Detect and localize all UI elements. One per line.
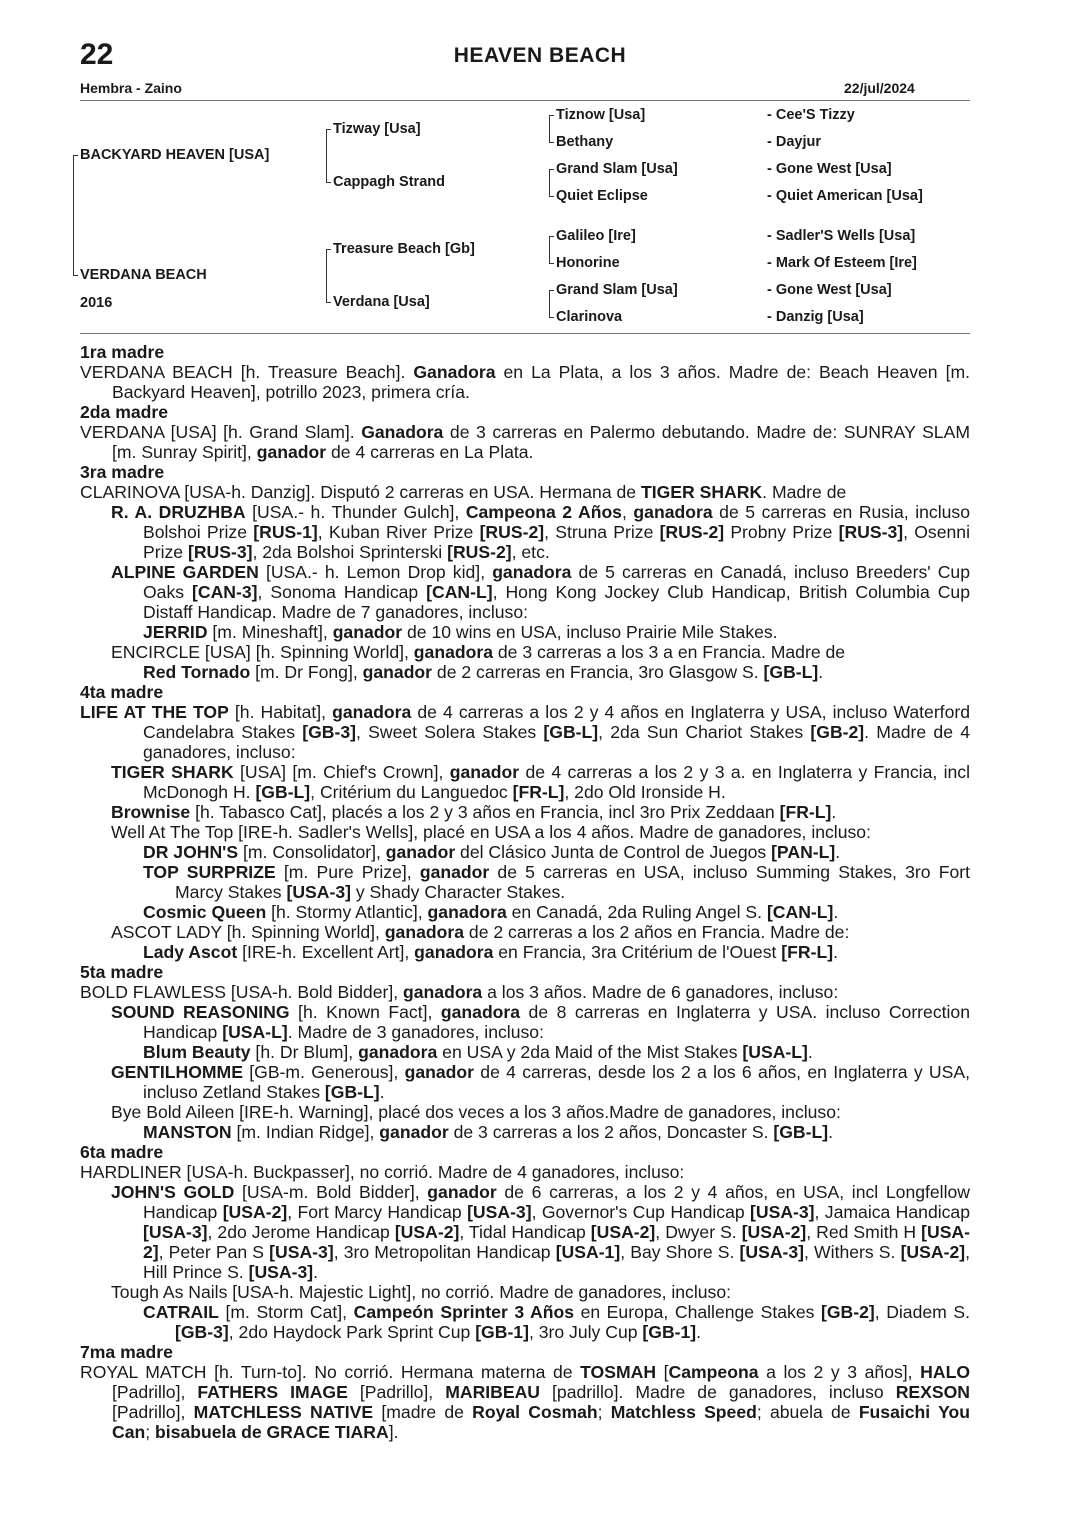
connector-line — [326, 182, 331, 183]
family-paragraph: JERRID [m. Mineshaft], ganador de 10 wins en USA, incluso Prairie Mile Stakes. — [143, 622, 778, 642]
sale-date: 22/jul/2024 — [844, 80, 915, 96]
family-paragraph: HARDLINER [USA-h. Buckpasser], no corrió. Madre de 4 ganadores, incluso: — [80, 1162, 685, 1182]
family-paragraph: JOHN'S GOLD [USA-m. Bold Bidder], ganador de 6 carreras, a los 2 y 4 años, en USA, incl Longfellow Handicap [USA-2], Fort Marcy Handicap [USA-3], Governor's Cup Handicap [USA-3], Jamaica Handicap [USA-3], 2do Jerome Handicap [USA-2], Tidal Handicap [USA-2], Dwyer S. [USA-2], Red Smith H [USA-2], Peter Pan S [USA-3], 3ro Metropolitan Handicap [USA-1], Bay Shore S. [USA-3], Withers S. [USA-2], Hill Prince S. [USA-3]. — [111, 1182, 971, 1282]
ped-gen3-3: Quiet Eclipse — [556, 188, 648, 204]
family-paragraph: Well At The Top [IRE-h. Sadler's Wells], placé en USA a los 4 años. Madre de ganadores, incluso: — [111, 822, 871, 842]
connector-line — [326, 129, 331, 130]
connector-line — [549, 263, 554, 264]
connector-line — [549, 317, 554, 318]
connector-line — [326, 129, 327, 182]
dam-heading: 3ra madre — [80, 462, 165, 482]
family-paragraph: Brownise [h. Tabasco Cat], placés a los 2 y 3 años en Francia, incl 3ro Prix Zeddaan [FR-L]. — [111, 802, 837, 822]
connector-line — [549, 236, 554, 237]
ped-gen4-7: - Danzig [Usa] — [767, 309, 864, 325]
ped-gen2-1: Cappagh Strand — [333, 174, 445, 190]
connector-line — [73, 155, 78, 156]
ped-sire: BACKYARD HEAVEN [USA] — [80, 147, 270, 163]
connector-line — [326, 249, 331, 250]
connector-line — [549, 290, 550, 317]
ped-gen3-4: Galileo [Ire] — [556, 228, 636, 244]
ped-gen3-6: Grand Slam [Usa] — [556, 282, 678, 298]
sex-color: Hembra - Zaino — [80, 80, 182, 96]
ped-gen3-7: Clarinova — [556, 309, 623, 325]
family-paragraph: Bye Bold Aileen [IRE-h. Warning], placé dos veces a los 3 años.Madre de ganadores, incluso: — [111, 1102, 841, 1122]
dam-heading: 7ma madre — [80, 1342, 173, 1362]
family-paragraph: TOP SURPRIZE [m. Pure Prize], ganador de 5 carreras en USA, incluso Summing Stakes, 3ro Fort Marcy Stakes [USA-3] y Shady Character Stakes. — [143, 862, 970, 902]
family-paragraph: VERDANA BEACH [h. Treasure Beach]. Ganadora en La Plata, a los 3 años. Madre de: Beach Heaven [m. Backyard Heaven], potrillo 2023, primera cría. — [80, 362, 970, 402]
family-paragraph: BOLD FLAWLESS [USA-h. Bold Bidder], ganadora a los 3 años. Madre de 6 ganadores, incluso: — [80, 982, 839, 1002]
ped-gen3-5: Honorine — [556, 255, 620, 271]
dam-heading: 6ta madre — [80, 1142, 164, 1162]
family-paragraph: R. A. DRUZHBA [USA.- h. Thunder Gulch], Campeona 2 Años, ganadora de 5 carreras en Rusia, incluso Bolshoi Prize [RUS-1], Kuban River Prize [RUS-2], Struna Prize [RUS-2] Probny Prize [RUS-3], Osenni Prize [RUS-3], 2da Bolshoi Sprinterski [RUS-2], etc. — [111, 502, 971, 562]
family-paragraph: TIGER SHARK [USA] [m. Chief's Crown], ganador de 4 carreras a los 2 y 3 a. en Inglaterra y Francia, incl McDonogh H. [GB-L], Critérium du Languedoc [FR-L], 2do Old Ironside H. — [111, 762, 970, 802]
ped-gen2-3: Verdana [Usa] — [333, 294, 430, 310]
family-paragraph: Tough As Nails [USA-h. Majestic Light], no corrió. Madre de ganadores, incluso: — [111, 1282, 731, 1302]
connector-line — [549, 290, 554, 291]
family-paragraph: ASCOT LADY [h. Spinning World], ganadora de 2 carreras a los 2 años en Francia. Madre de: — [111, 922, 850, 942]
ped-gen4-0: - Cee'S Tizzy — [767, 107, 855, 123]
ped-gen4-2: - Gone West [Usa] — [767, 161, 892, 177]
family-paragraph: CLARINOVA [USA-h. Danzig]. Disputó 2 carreras en USA. Hermana de TIGER SHARK. Madre de — [80, 482, 847, 502]
connector-line — [549, 115, 554, 116]
family-paragraph: CATRAIL [m. Storm Cat], Campeón Sprinter 3 Años en Europa, Challenge Stakes [GB-2], Diadem S. [GB-3], 2do Haydock Park Sprint Cup [GB-1], 3ro July Cup [GB-1]. — [143, 1302, 970, 1342]
horse-name: HEAVEN BEACH — [453, 44, 627, 67]
ped-gen3-0: Tiznow [Usa] — [556, 107, 646, 123]
family-paragraph: DR JOHN'S [m. Consolidator], ganador del Clásico Junta de Control de Juegos [PAN-L]. — [143, 842, 841, 862]
family-paragraph: Lady Ascot [IRE-h. Excellent Art], ganadora en Francia, 3ra Critérium de l'Ouest [FR-L]. — [143, 942, 838, 962]
family-paragraph: GENTILHOMME [GB-m. Generous], ganador de 4 carreras, desde los 2 a los 6 años, en Inglaterra y USA, incluso Zetland Stakes [GB-L]. — [111, 1062, 970, 1102]
family-paragraph: Red Tornado [m. Dr Fong], ganador de 2 carreras en Francia, 3ro Glasgow S. [GB-L]. — [143, 662, 824, 682]
family-paragraph: VERDANA [USA] [h. Grand Slam]. Ganadora de 3 carreras en Palermo debutando. Madre de: SUNRAY SLAM [m. Sunray Spirit], ganador de 4 carreras en La Plata. — [80, 422, 970, 462]
ped-year: 2016 — [80, 295, 113, 311]
family-paragraph: LIFE AT THE TOP [h. Habitat], ganadora de 4 carreras a los 2 y 4 años en Inglaterra y USA, incluso Waterford Candelabra Stakes [GB-3], Sweet Solera Stakes [GB-L], 2da Sun Chariot Stakes [GB-2]. Madre de 4 ganadores, incluso: — [80, 702, 971, 762]
ped-gen4-3: - Quiet American [Usa] — [767, 188, 923, 204]
family-paragraph: ENCIRCLE [USA] [h. Spinning World], ganadora de 3 carreras a los 3 a en Francia. Madre de — [111, 642, 846, 662]
ped-gen3-1: Bethany — [556, 134, 614, 150]
dam-heading: 1ra madre — [80, 342, 165, 362]
connector-line — [549, 236, 550, 263]
dam-heading: 2da madre — [80, 402, 169, 422]
family-paragraph: SOUND REASONING [h. Known Fact], ganadora de 8 carreras en Inglaterra y USA. incluso Correction Handicap [USA-L]. Madre de 3 ganadores, incluso: — [111, 1002, 970, 1042]
family-paragraph: ALPINE GARDEN [USA.- h. Lemon Drop kid], ganadora de 5 carreras en Canadá, incluso Breeders' Cup Oaks [CAN-3], Sonoma Handicap [CAN-L], Hong Kong Jockey Club Handicap, British Columbia Cup Distaff Handicap. Madre de 7 ganadores, incluso: — [111, 562, 970, 622]
family-paragraph: MANSTON [m. Indian Ridge], ganador de 3 carreras a los 2 años, Doncaster S. [GB-L]. — [143, 1122, 833, 1142]
dam-heading: 5ta madre — [80, 962, 164, 982]
connector-line — [73, 275, 78, 276]
connector-line — [549, 142, 554, 143]
connector-line — [549, 115, 550, 142]
connector-line — [326, 302, 331, 303]
family-text — [80, 342, 970, 1442]
connector-line — [73, 155, 74, 275]
ped-dam: VERDANA BEACH — [80, 267, 207, 283]
ped-gen3-2: Grand Slam [Usa] — [556, 161, 678, 177]
lot-number: 22 — [80, 38, 114, 71]
pedigree-rule — [80, 333, 970, 334]
ped-gen2-0: Tizway [Usa] — [333, 121, 421, 137]
ped-gen4-1: - Dayjur — [767, 134, 821, 150]
ped-gen2-2: Treasure Beach [Gb] — [333, 241, 475, 257]
connector-line — [549, 196, 554, 197]
family-paragraph: Blum Beauty [h. Dr Blum], ganadora en USA y 2da Maid of the Mist Stakes [USA-L]. — [143, 1042, 813, 1062]
connector-line — [326, 249, 327, 302]
connector-line — [549, 169, 554, 170]
ped-gen4-5: - Mark Of Esteem [Ire] — [767, 255, 917, 271]
connector-line — [549, 169, 550, 196]
dam-heading: 4ta madre — [80, 682, 164, 702]
header-rule — [80, 100, 970, 101]
ped-gen4-6: - Gone West [Usa] — [767, 282, 892, 298]
family-paragraph: Cosmic Queen [h. Stormy Atlantic], ganadora en Canadá, 2da Ruling Angel S. [CAN-L]. — [143, 902, 839, 922]
ped-gen4-4: - Sadler'S Wells [Usa] — [767, 228, 916, 244]
family-paragraph: ROYAL MATCH [h. Turn-to]. No corrió. Hermana materna de TOSMAH [Campeona a los 2 y 3 años], HALO [Padrillo], FATHERS IMAGE [Padrillo], MARIBEAU [padrillo]. Madre de ganadores, incluso REXSON [Padrillo], MATCHLESS NATIVE [madre de Royal Cosmah; Matchless Speed; abuela de Fusaichi You Can; bisabuela de GRACE TIARA]. — [80, 1362, 971, 1442]
